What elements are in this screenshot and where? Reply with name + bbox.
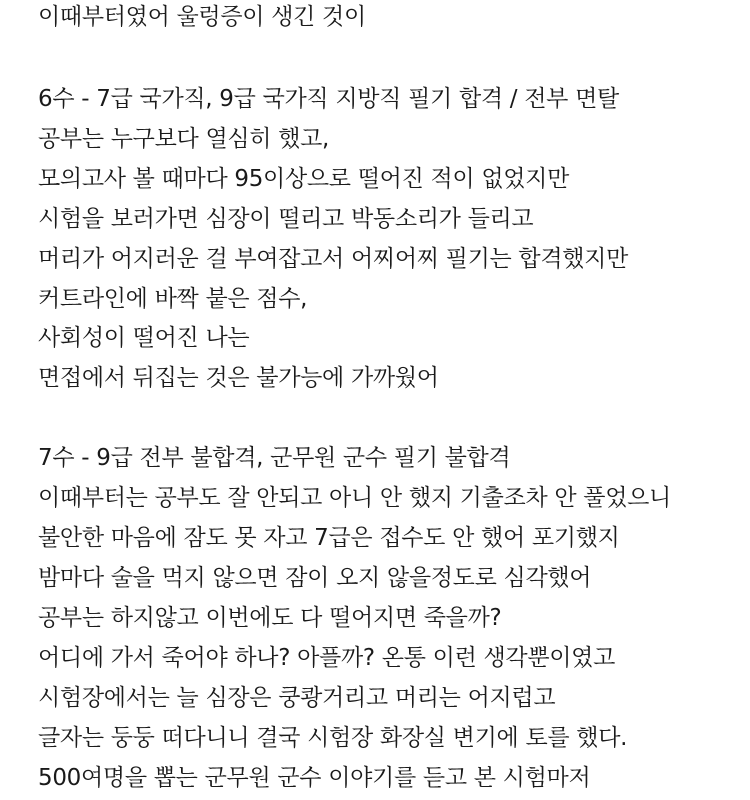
text-line: 사회성이 떨어진 나는 — [38, 325, 250, 351]
text-line: 면접에서 뒤집는 것은 불가능에 가까웠어 — [38, 365, 439, 391]
text-line: 어디에 가서 죽어야 하나? 아플까? 온통 이런 생각뿐이였고 — [38, 645, 616, 671]
text-line: 글자는 둥둥 떠다니니 결국 시험장 화장실 변기에 토를 했다. — [38, 725, 628, 751]
text-line: 이때부터였어 울렁증이 생긴 것이 — [38, 4, 366, 30]
text-line: 밤마다 술을 먹지 않으면 잠이 오지 않을정도로 심각했어 — [38, 565, 592, 591]
text-line: 시험장에서는 늘 심장은 쿵쾅거리고 머리는 어지럽고 — [38, 685, 556, 711]
text-line: 이때부터는 공부도 잘 안되고 아니 안 했지 기출조차 안 풀었으니 — [38, 485, 671, 511]
text-line: 공부는 누구보다 열심히 했고, — [38, 126, 330, 152]
text-line: 커트라인에 바짝 붙은 점수, — [38, 286, 308, 312]
text-line: 공부는 하지않고 이번에도 다 떨어지면 죽을까? — [38, 605, 502, 631]
text-line: 6수 - 7급 국가직, 9급 국가직 지방직 필기 합격 / 전부 면탈 — [38, 86, 619, 112]
text-line: 머리가 어지러운 걸 부여잡고서 어찌어찌 필기는 합격했지만 — [38, 246, 629, 272]
text-line: 불안한 마음에 잠도 못 자고 7급은 접수도 안 했어 포기했지 — [38, 525, 620, 551]
text-line: 모의고사 볼 때마다 95이상으로 떨어진 적이 없었지만 — [38, 166, 570, 192]
text-line: 시험을 보러가면 심장이 떨리고 박동소리가 들리고 — [38, 206, 534, 232]
text-line: 7수 - 9급 전부 불합격, 군무원 군수 필기 불합격 — [38, 445, 511, 471]
text-line: 500여명을 뽑는 군무원 군수 이야기를 듣고 본 시험마저 — [38, 765, 591, 791]
